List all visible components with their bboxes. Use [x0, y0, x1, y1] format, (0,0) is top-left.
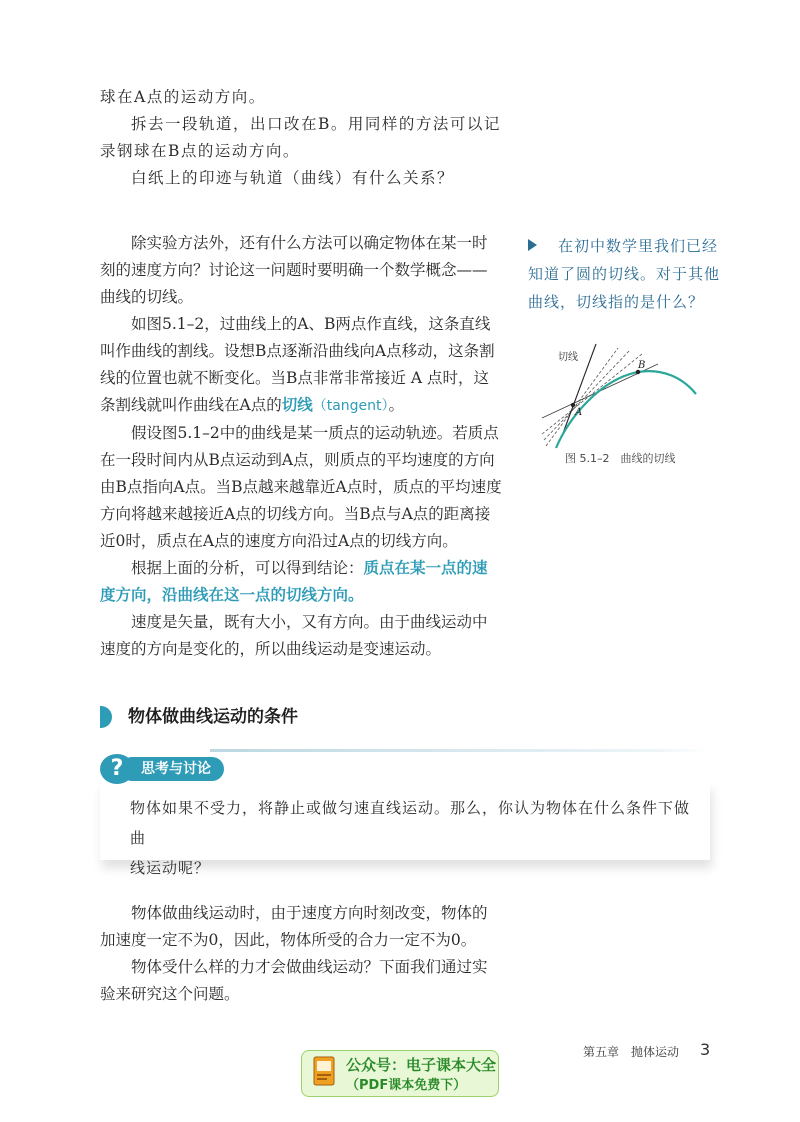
triangle-marker-icon	[528, 239, 537, 251]
figure-caption: 图 5.1–2 曲线的切线	[565, 452, 676, 465]
secant-line-2	[544, 350, 630, 440]
tangent-figure	[538, 340, 708, 450]
paragraph-secant-text: 如图5.1–2，过曲线上的A、B两点作直线，这条直线叫作曲线的割线。设想B点逐渐沿曲线向A点移动，这条割线的位置也就不断变化。当B点非常非常接近 A 点时，这条割线就叫作曲线在A点的	[100, 315, 495, 414]
intro-text	[100, 84, 502, 192]
discussion-divider	[210, 749, 710, 752]
section-marker-icon	[100, 706, 112, 728]
side-note-text: 在初中数学里我们已经知道了圆的切线。对于其他曲线，切线指的是什么？	[528, 237, 721, 311]
section-heading	[100, 704, 520, 730]
discussion-line-2: 线运动呢？	[130, 859, 211, 877]
watermark-banner	[301, 1050, 499, 1097]
book-logo-icon	[312, 1055, 336, 1091]
secant-line-3	[542, 354, 642, 434]
secant-line-1	[546, 348, 618, 446]
label-b: B	[638, 360, 646, 371]
question-mark-icon: ?	[100, 754, 134, 784]
watermark-line-2: （PDF课本免费下）	[346, 1078, 467, 1093]
conclusion-highlight: 质点在某一点的速度方向，沿曲线在这一点的切线方向。	[100, 559, 488, 604]
label-a: A	[575, 407, 583, 418]
page-number: 3	[700, 1040, 711, 1059]
paragraph-tangent-intro: 除实验方法外，还有什么方法可以确定物体在某一时刻的速度方向？讨论这一问题时要明确一个数学概念——曲线的切线。	[100, 234, 488, 306]
discussion-badge	[100, 754, 224, 784]
paragraph-trajectory: 假设图5.1–2中的曲线是某一质点的运动轨迹。若质点在一段时间内从B点运动到A点，则质点的平均速度的方向由B点指向A点。当B点越来越靠近A点时，质点的平均速度方向将越来越接近A点的切线方向。当B点与A点的距离接近0时，质点在A点的速度方向沿过A点的切线方向。	[100, 424, 502, 550]
paragraph-vector: 速度是矢量，既有大小，又有方向。由于曲线运动中速度的方向是变化的，所以曲线运动是变速运动。	[100, 613, 488, 658]
term-tangent: 切线	[281, 396, 313, 414]
intro-line-1: 球在A点的运动方向。	[100, 88, 266, 106]
side-note	[528, 232, 728, 316]
paragraph-acceleration: 物体做曲线运动时，由于速度方向时刻改变，物体的加速度一定不为0，因此，物体所受的合力一定不为0。	[100, 904, 488, 949]
paragraph-secant-end: 。	[388, 396, 405, 414]
intro-line-2: 拆去一段轨道，出口改在B。用同样的方法可以记录钢球在B点的运动方向。	[100, 115, 501, 160]
discussion-line-1: 物体如果不受力，将静止或做匀速直线运动。那么，你认为物体在什么条件下做曲	[130, 799, 691, 847]
body-section-1	[100, 230, 502, 663]
watermark-line-1: 公众号：电子课本大全	[346, 1056, 497, 1074]
conclusion-lead: 根据上面的分析，可以得到结论：	[131, 559, 364, 577]
paragraph-secant	[100, 311, 502, 420]
intro-line-3: 白纸上的印迹与轨道（曲线）有什么关系？	[131, 169, 455, 187]
discussion-badge-label: 思考与讨论	[120, 757, 224, 781]
discussion-text	[130, 793, 705, 883]
label-tangent: 切线	[558, 352, 578, 363]
body-section-2	[100, 900, 502, 1008]
paragraph-conclusion	[100, 555, 502, 609]
section-title: 物体做曲线运动的条件	[128, 707, 298, 727]
footer-chapter: 第五章 抛体运动	[583, 1045, 680, 1059]
term-tangent-en: （tangent）	[312, 398, 389, 414]
paragraph-experiment: 物体受什么样的力才会做曲线运动？下面我们通过实验来研究这个问题。	[100, 958, 488, 1003]
